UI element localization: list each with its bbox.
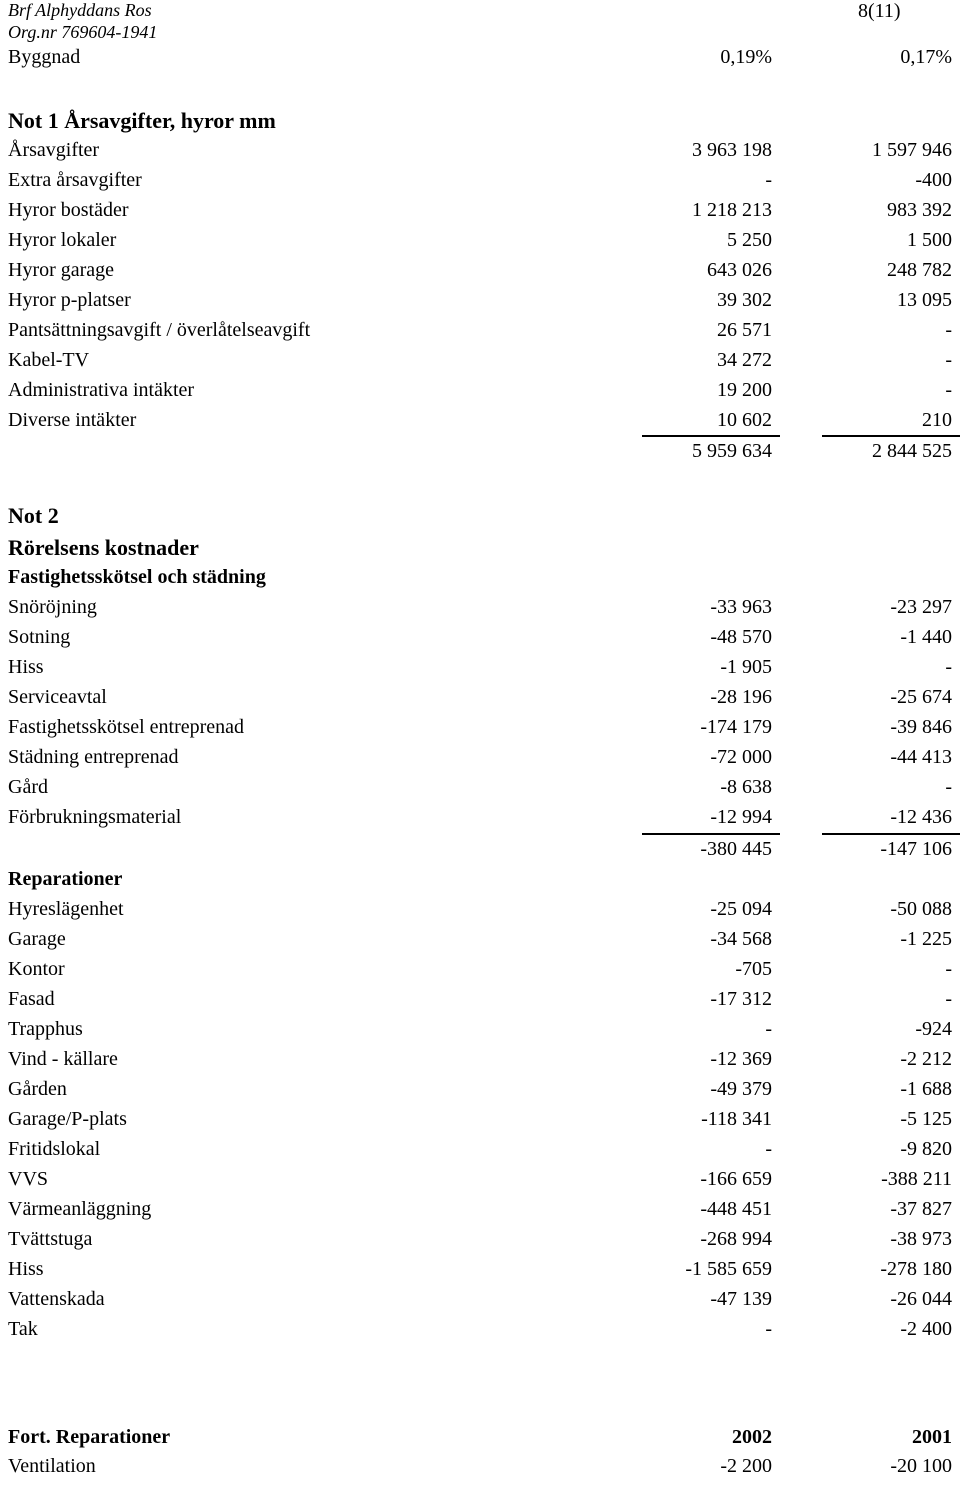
value-2001: -12 436 — [890, 806, 952, 828]
year-header-2002: 2002 — [732, 1426, 772, 1448]
value-2001: 13 095 — [897, 289, 952, 311]
value-2001: -1 688 — [900, 1078, 952, 1100]
row-label: Hyror garage — [8, 259, 115, 281]
value-2002: -705 — [735, 958, 772, 980]
table-row — [0, 1198, 960, 1228]
page-number: 8(11) — [858, 0, 901, 22]
table-row — [0, 349, 960, 379]
note-2-title: Not 2 — [8, 503, 59, 528]
value-2002: -118 341 — [701, 1108, 772, 1130]
value-2002: 19 200 — [717, 379, 772, 401]
value-2002: 3 963 198 — [692, 139, 772, 161]
row-label: VVS — [8, 1168, 49, 1190]
value-2001: - — [945, 656, 952, 678]
row-label: Vattenskada — [8, 1288, 105, 1310]
value-2001: -37 827 — [890, 1198, 952, 1220]
value-2002: - — [765, 1138, 772, 1160]
value-2001: -2 400 — [900, 1318, 952, 1340]
value-2002: -8 638 — [720, 776, 772, 798]
row-label: Förbrukningsmaterial — [8, 806, 182, 828]
company-name: Brf Alphyddans Ros — [8, 0, 152, 20]
org-number: Org.nr 769604-1941 — [8, 22, 158, 42]
table-row — [0, 626, 960, 656]
note-2-subtitle: Rörelsens kostnader — [8, 535, 199, 560]
row-label: Fasad — [8, 988, 55, 1010]
table-row — [0, 806, 960, 836]
table-row — [0, 1288, 960, 1318]
value-2001: -2 212 — [900, 1048, 952, 1070]
table-row — [0, 1228, 960, 1258]
value-2002: -33 963 — [710, 596, 772, 618]
value-2002: -268 994 — [700, 1228, 772, 1250]
value-2001: -38 973 — [890, 1228, 952, 1250]
row-label: Gård — [8, 776, 48, 798]
row-label: Hiss — [8, 656, 44, 678]
table-row — [0, 596, 960, 626]
row-label: Tak — [8, 1318, 38, 1340]
value-2002: 5 250 — [727, 229, 772, 251]
row-label: Garage/P-plats — [8, 1108, 127, 1130]
value-2001: -20 100 — [890, 1455, 952, 1477]
table-header-row — [0, 1426, 960, 1456]
row-label: Årsavgifter — [8, 139, 100, 161]
row-label: Administrativa intäkter — [8, 379, 195, 401]
table-row — [0, 1108, 960, 1138]
total-2001: -147 106 — [880, 838, 952, 860]
table-row — [0, 716, 960, 746]
row-label: Diverse intäkter — [8, 409, 137, 431]
value-2001: 210 — [922, 409, 952, 431]
row-label: Fastighetsskötsel entreprenad — [8, 716, 245, 738]
row-label: Vind - källare — [8, 1048, 118, 1070]
row-label: Hyror p-platser — [8, 289, 131, 311]
value-2001: -44 413 — [890, 746, 952, 768]
value-2001: - — [945, 988, 952, 1010]
total-2002: -380 445 — [700, 838, 772, 860]
value-2001: -23 297 — [890, 596, 952, 618]
value-2001: 1 500 — [907, 229, 952, 251]
value-2002: -448 451 — [700, 1198, 772, 1220]
value-2002: -48 570 — [710, 626, 772, 648]
value-2001: 983 392 — [887, 199, 952, 221]
row-label: Pantsättningsavgift / överlåtelseavgift — [8, 319, 311, 341]
row-label: Tvättstuga — [8, 1228, 93, 1250]
row-label: Serviceavtal — [8, 686, 107, 708]
section-heading: Reparationer — [8, 868, 123, 890]
table-row — [0, 776, 960, 806]
row-label: Byggnad — [8, 46, 81, 68]
row-label: Gården — [8, 1078, 67, 1100]
total-row — [0, 440, 960, 470]
value-2001: 248 782 — [887, 259, 952, 281]
value-2001: - — [945, 319, 952, 341]
value-2001: -1 440 — [900, 626, 952, 648]
value-2002: -72 000 — [710, 746, 772, 768]
row-label: Ventilation — [8, 1455, 96, 1477]
value-2002: -25 094 — [710, 898, 772, 920]
table-row — [0, 46, 960, 76]
table-row — [0, 409, 960, 439]
row-label: Trapphus — [8, 1018, 83, 1040]
sum-rule — [822, 833, 960, 835]
table-row — [0, 686, 960, 716]
table-row — [0, 928, 960, 958]
value-2001: -5 125 — [900, 1108, 952, 1130]
table-row — [0, 1318, 960, 1348]
value-2002: -12 369 — [710, 1048, 772, 1070]
row-label: Hyror bostäder — [8, 199, 129, 221]
sum-rule — [642, 833, 780, 835]
row-label: Kabel-TV — [8, 349, 90, 371]
table-row — [0, 1078, 960, 1108]
row-label: Extra årsavgifter — [8, 169, 142, 191]
row-label: Sotning — [8, 626, 71, 648]
value-2002: -1 585 659 — [685, 1258, 772, 1280]
value-2001: -39 846 — [890, 716, 952, 738]
value-2002: 39 302 — [717, 289, 772, 311]
value-2001: 1 597 946 — [872, 139, 952, 161]
table-row — [0, 1018, 960, 1048]
table-row — [0, 988, 960, 1018]
value-2001: -388 211 — [881, 1168, 952, 1190]
table-row — [0, 199, 960, 229]
total-row — [0, 838, 960, 868]
value-2001: -1 225 — [900, 928, 952, 950]
table-row — [0, 289, 960, 319]
table-row — [0, 259, 960, 289]
row-label: Garage — [8, 928, 66, 950]
row-label: Hyreslägenhet — [8, 898, 124, 920]
value-2001: -50 088 — [890, 898, 952, 920]
table-row — [0, 229, 960, 259]
value-2001: -400 — [915, 169, 952, 191]
table-row — [0, 139, 960, 169]
table-row — [0, 169, 960, 199]
value-2002: 1 218 213 — [692, 199, 772, 221]
value-2002: - — [765, 169, 772, 191]
value-2002: 34 272 — [717, 349, 772, 371]
table-row — [0, 958, 960, 988]
value-2001: - — [945, 958, 952, 980]
value-2001: - — [945, 776, 952, 798]
value-2002: 10 602 — [717, 409, 772, 431]
table-row — [0, 319, 960, 349]
value-2002: 26 571 — [717, 319, 772, 341]
sum-rule — [822, 435, 960, 437]
table-row — [0, 379, 960, 409]
section-heading: Fort. Reparationer — [8, 1426, 171, 1448]
value-2002: -1 905 — [720, 656, 772, 678]
value-2001: -9 820 — [900, 1138, 952, 1160]
value-2002: 0,19% — [720, 46, 772, 68]
value-2001: - — [945, 379, 952, 401]
row-label: Värmeanläggning — [8, 1198, 152, 1220]
table-row — [0, 1258, 960, 1288]
row-label: Hiss — [8, 1258, 44, 1280]
row-label: Fritidslokal — [8, 1138, 101, 1160]
value-2002: -166 659 — [700, 1168, 772, 1190]
row-label: Städning entreprenad — [8, 746, 179, 768]
value-2002: - — [765, 1318, 772, 1340]
table-row — [0, 1455, 960, 1485]
value-2002: -34 568 — [710, 928, 772, 950]
value-2002: -49 379 — [710, 1078, 772, 1100]
table-row — [0, 1048, 960, 1078]
value-2001: 0,17% — [900, 46, 952, 68]
total-2001: 2 844 525 — [872, 440, 952, 462]
table-row — [0, 746, 960, 776]
value-2001: - — [945, 349, 952, 371]
value-2001: -25 674 — [890, 686, 952, 708]
value-2001: -924 — [915, 1018, 952, 1040]
section-heading: Fastighetsskötsel och städning — [8, 566, 266, 588]
value-2001: -278 180 — [880, 1258, 952, 1280]
value-2002: -174 179 — [700, 716, 772, 738]
table-row — [0, 656, 960, 686]
value-2002: -12 994 — [710, 806, 772, 828]
value-2002: -17 312 — [710, 988, 772, 1010]
value-2002: -47 139 — [710, 1288, 772, 1310]
table-row — [0, 898, 960, 928]
sum-rule — [642, 435, 780, 437]
table-row — [0, 1138, 960, 1168]
value-2001: -26 044 — [890, 1288, 952, 1310]
table-row — [0, 1168, 960, 1198]
row-label: Kontor — [8, 958, 65, 980]
row-label: Snöröjning — [8, 596, 97, 618]
total-2002: 5 959 634 — [692, 440, 772, 462]
note-1-title: Not 1 Årsavgifter, hyror mm — [8, 108, 276, 133]
row-label: Hyror lokaler — [8, 229, 117, 251]
value-2002: 643 026 — [707, 259, 772, 281]
value-2002: - — [765, 1018, 772, 1040]
value-2002: -28 196 — [710, 686, 772, 708]
value-2002: -2 200 — [720, 1455, 772, 1477]
year-header-2001: 2001 — [912, 1426, 952, 1448]
